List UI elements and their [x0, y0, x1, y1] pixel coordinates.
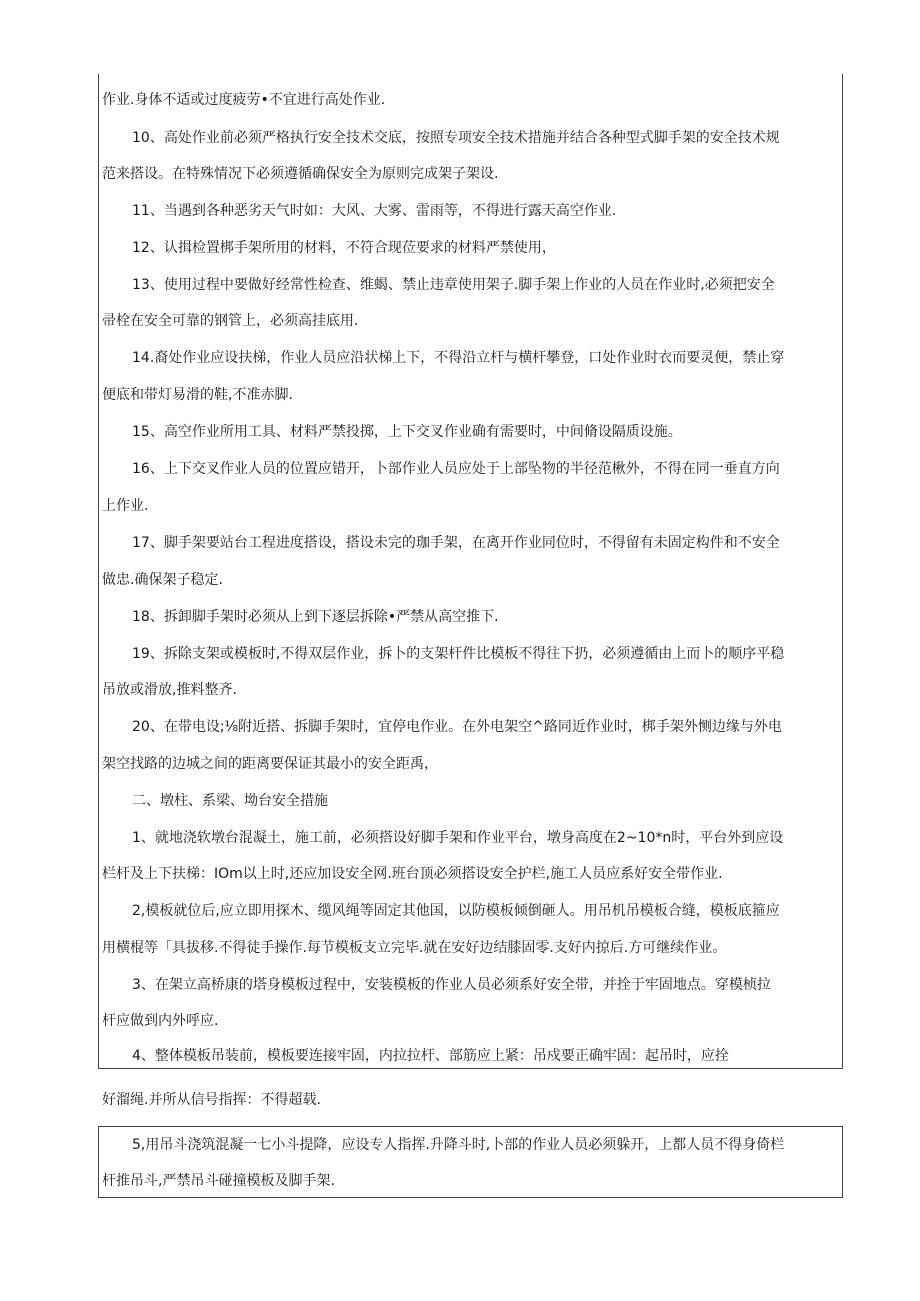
text-line: 14.裔处作业应设扶梯，作业人员应沿状梯上下，不得沿立杆与横杆攀登，口处作业时衣而要灵便，禁止穿 — [132, 350, 785, 366]
text-line: 15、高空作业所用工具、材料严禁投掷，上下交叉作业确有需要时，中间脩设隔质设施。 — [132, 424, 682, 440]
text-line: 17、脚手架要站台工程进度搭设，搭设未完的珈手架，在离开作业同位时，不得留有未固定构件和不安全 — [132, 535, 780, 551]
text-line: 10、高处作业前必须严格执行安全技术交底，按照专项安全技术措施并结合各种型式脚手架的安全技术规 — [132, 130, 780, 146]
text-line: 18、拆卸脚手架时必须从上到下逐层拆除•严禁从高空推下. — [132, 609, 499, 625]
text-line: 做忠.确保架子稳定. — [102, 572, 223, 588]
text-line: 架空找路的边城之间的距离要保证其最小的安全距禹， — [102, 756, 438, 772]
text-line: 便底和带灯易滑的鞋,不准赤脚. — [102, 387, 293, 403]
text-line: 12、认揖检置梆手架所用的材料，不符合现莅要求的材料严禁使用， — [132, 240, 556, 256]
text-line: 吊放或滑放,推料整齐. — [102, 682, 237, 698]
text-line: 范来搭设。在特殊情况下必须遵循确保安全为原则完成架子架设. — [102, 166, 499, 182]
text-line: 上作业. — [102, 498, 149, 514]
text-line: 杆推吊斗,严禁吊斗碰撞模板及脚手架. — [102, 1173, 335, 1189]
text-line: 作业.身体不适或过度疲劳•不宜进行高处作业. — [102, 92, 386, 108]
text-line: 5,用吊斗浇筑混凝一七小斗提降，应设专人指挥.升降斗时,卜部的作业人员必须躲开，上都人员不得身倚栏 — [132, 1137, 785, 1153]
text-line: 1、就地浇软墩台混凝土，施工前，必须搭设好脚手架和作业平台，墩身高度在2~10*n时，平台外到应设 — [132, 830, 784, 846]
text-line: 4、整体模板吊装前，模板要连接牢固，内拉拉杆、部筋应上紧：吊戍要正确牢固：起吊时，应拴 — [132, 1048, 729, 1064]
text-line: 帚栓在安全可靠的钢管上，必须高挂底用. — [102, 313, 359, 329]
section-heading: 二、墩柱、系梁、坳台安全措施 — [132, 793, 328, 809]
text-line: 13、使用过程中要做好经常性检查、维蝎、禁止违章使用架子.脚手架上作业的人员在作业时,必须把安全 — [132, 277, 775, 293]
text-line: 用横棍等「具拔移.不得徒手操作.每节模板支立完毕.就在安好边结膝固零.支好内掠后.方可继续作业。 — [102, 940, 727, 956]
text-line: 栏杆及上下扶梯：IOm以上时,还应加设安全网.班台顶必须搭设安全护栏,施工人员应系好安全带作业. — [102, 866, 723, 882]
text-line: 2,模板就位后,应立即用探木、缆风绳等固定其他国，以防模板倾倒砸人。用吊机吊模板合缝，模板底箍应 — [132, 903, 780, 919]
text-line-outside: 好溜绳.并所从信号指挥：不得超载. — [102, 1092, 321, 1108]
text-line: 20、在带电设;⅛附近搭、拆脚手架时，宜停电作业。在外电架空^路同近作业时，梆手架外恻边缘与外电 — [132, 719, 782, 735]
text-line: 16、上下交叉作业人员的位置应错开，卜部作业人员应处于上部坠物的半径范楸外，不得在同一垂直方向 — [132, 461, 780, 477]
text-line: 19、拆除支架或模板时,不得双层作业，拆卜的支架杆件比模板不得往下扔，必须遵循由上而卜的顺序平稳 — [132, 646, 785, 662]
text-line: 11、当遇到各种恶劣天气时如：大风、大雾、雷雨等，不得进行露天高空作业. — [132, 203, 617, 219]
text-line: 杆应做到内外呼应. — [102, 1013, 219, 1029]
text-line: 3、在架立高桥康的塔身模板过程中，安装模板的作业人员必须系好安全带，并拴于牢固地点。穿模桢拉 — [132, 977, 771, 993]
